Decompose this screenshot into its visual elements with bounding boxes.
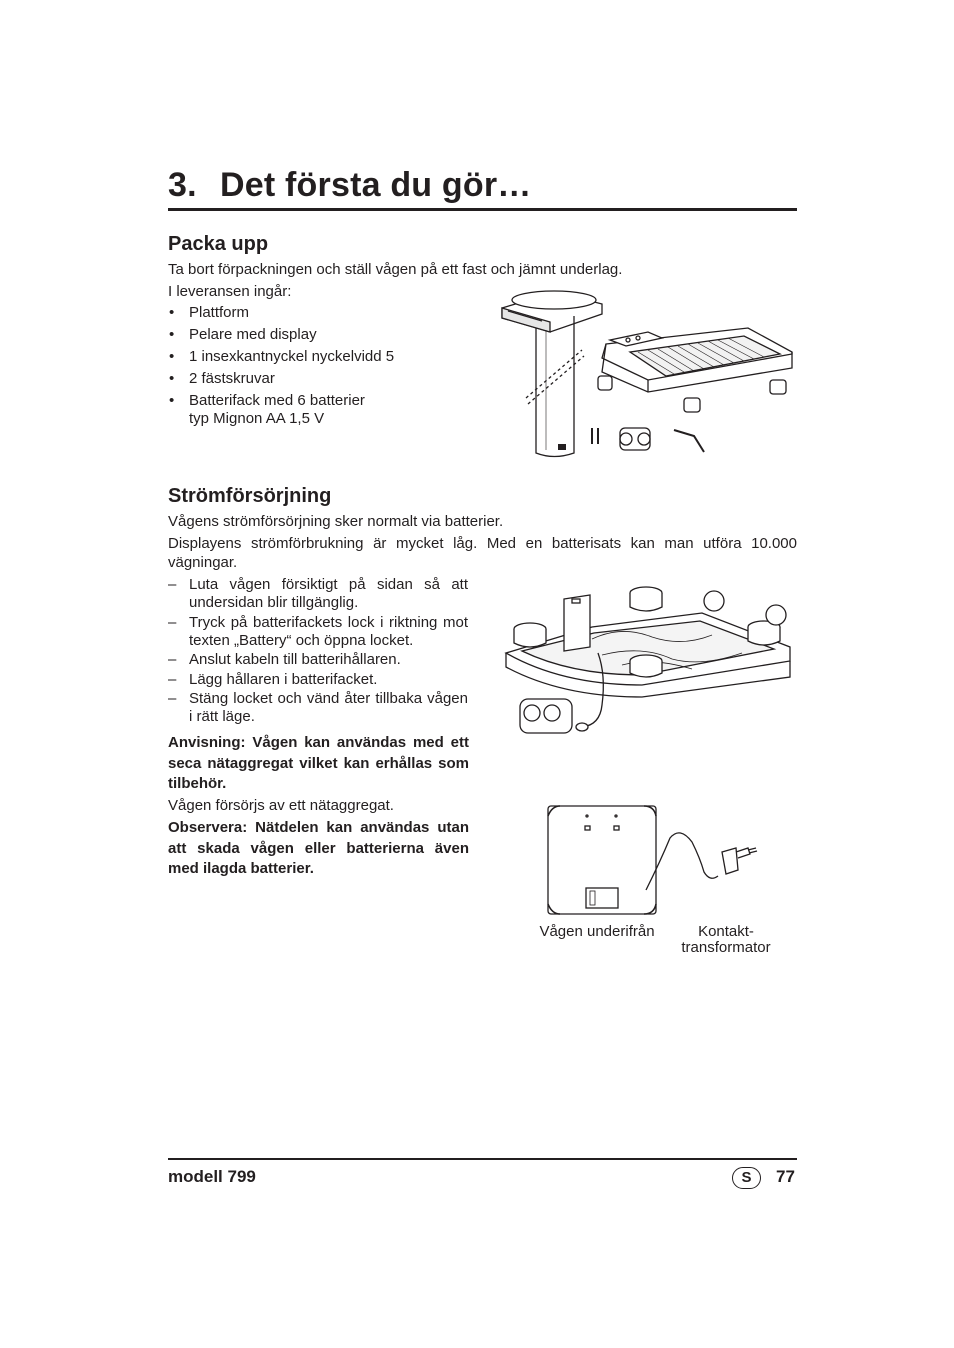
power-paragraph-1: Vågens strömförsörjning sker normalt via batterier. [168,513,504,530]
accessory-note: Anvisning: Vågen kan användas med ett seca nätaggregat vilket kan erhållas som tilbehör. [168,734,469,792]
caption-underside: Vågen underifrån [539,923,655,940]
language-badge: S [732,1167,761,1189]
scale-parts-illustration [498,288,798,463]
footer-rule [168,1158,797,1160]
step-item: – Stäng locket och vänd åter tillbaka vågen i rätt läge. [168,690,468,726]
step-item: – Lägg hållaren i batterifacket. [168,671,468,689]
power-paragraph-2: Displayens strömförbrukning är mycket låg. Med en batterisats kan man utföra 10.000 vägningar. [168,535,797,571]
power-heading: Strömförsörjning [168,485,332,507]
chapter-number: 3. [168,166,197,204]
underside-adapter-illustration [540,802,770,920]
mains-text: Vågen försörjs av ett nätaggregat. [168,797,394,814]
delivery-list [168,304,468,432]
battery-steps [168,576,468,728]
chapter-heading [168,166,532,205]
step-item: – Anslut kabeln till batterihållaren. [168,651,468,669]
list-item: • Batterifack med 6 batterier typ Mignon AA 1,5 V [168,392,468,428]
list-item: • Plattform [168,304,468,322]
step-item: – Luta vågen försiktigt på sidan så att undersidan blir tillgänglig. [168,576,468,612]
page-number: 77 [776,1167,795,1186]
step-item: – Tryck på batterifackets lock i riktning mot texten „Battery“ och öppna locket. [168,614,468,650]
list-item: • 1 insexkantnyckel nyckelvidd 5 [168,348,468,366]
unpack-intro: Ta bort förpackningen och ställ vågen på ett fast och jämnt underlag. [168,261,623,278]
list-item: • Pelare med display [168,326,468,344]
unpack-heading: Packa upp [168,233,269,255]
observe-note: Observera: Nätdelen kan användas utan att skada vågen eller batterierna även med ilagda batterier. [168,819,469,877]
caption-adapter: Kontakt- transformator [681,923,771,956]
battery-compartment-illustration [502,585,797,740]
footer-model: modell 799 [168,1167,256,1186]
list-item: • 2 fästskruvar [168,370,468,388]
heading-rule [168,208,797,211]
delivery-label: I leveransen ingår: [168,283,292,300]
chapter-title: Det första du gör… [220,166,532,204]
